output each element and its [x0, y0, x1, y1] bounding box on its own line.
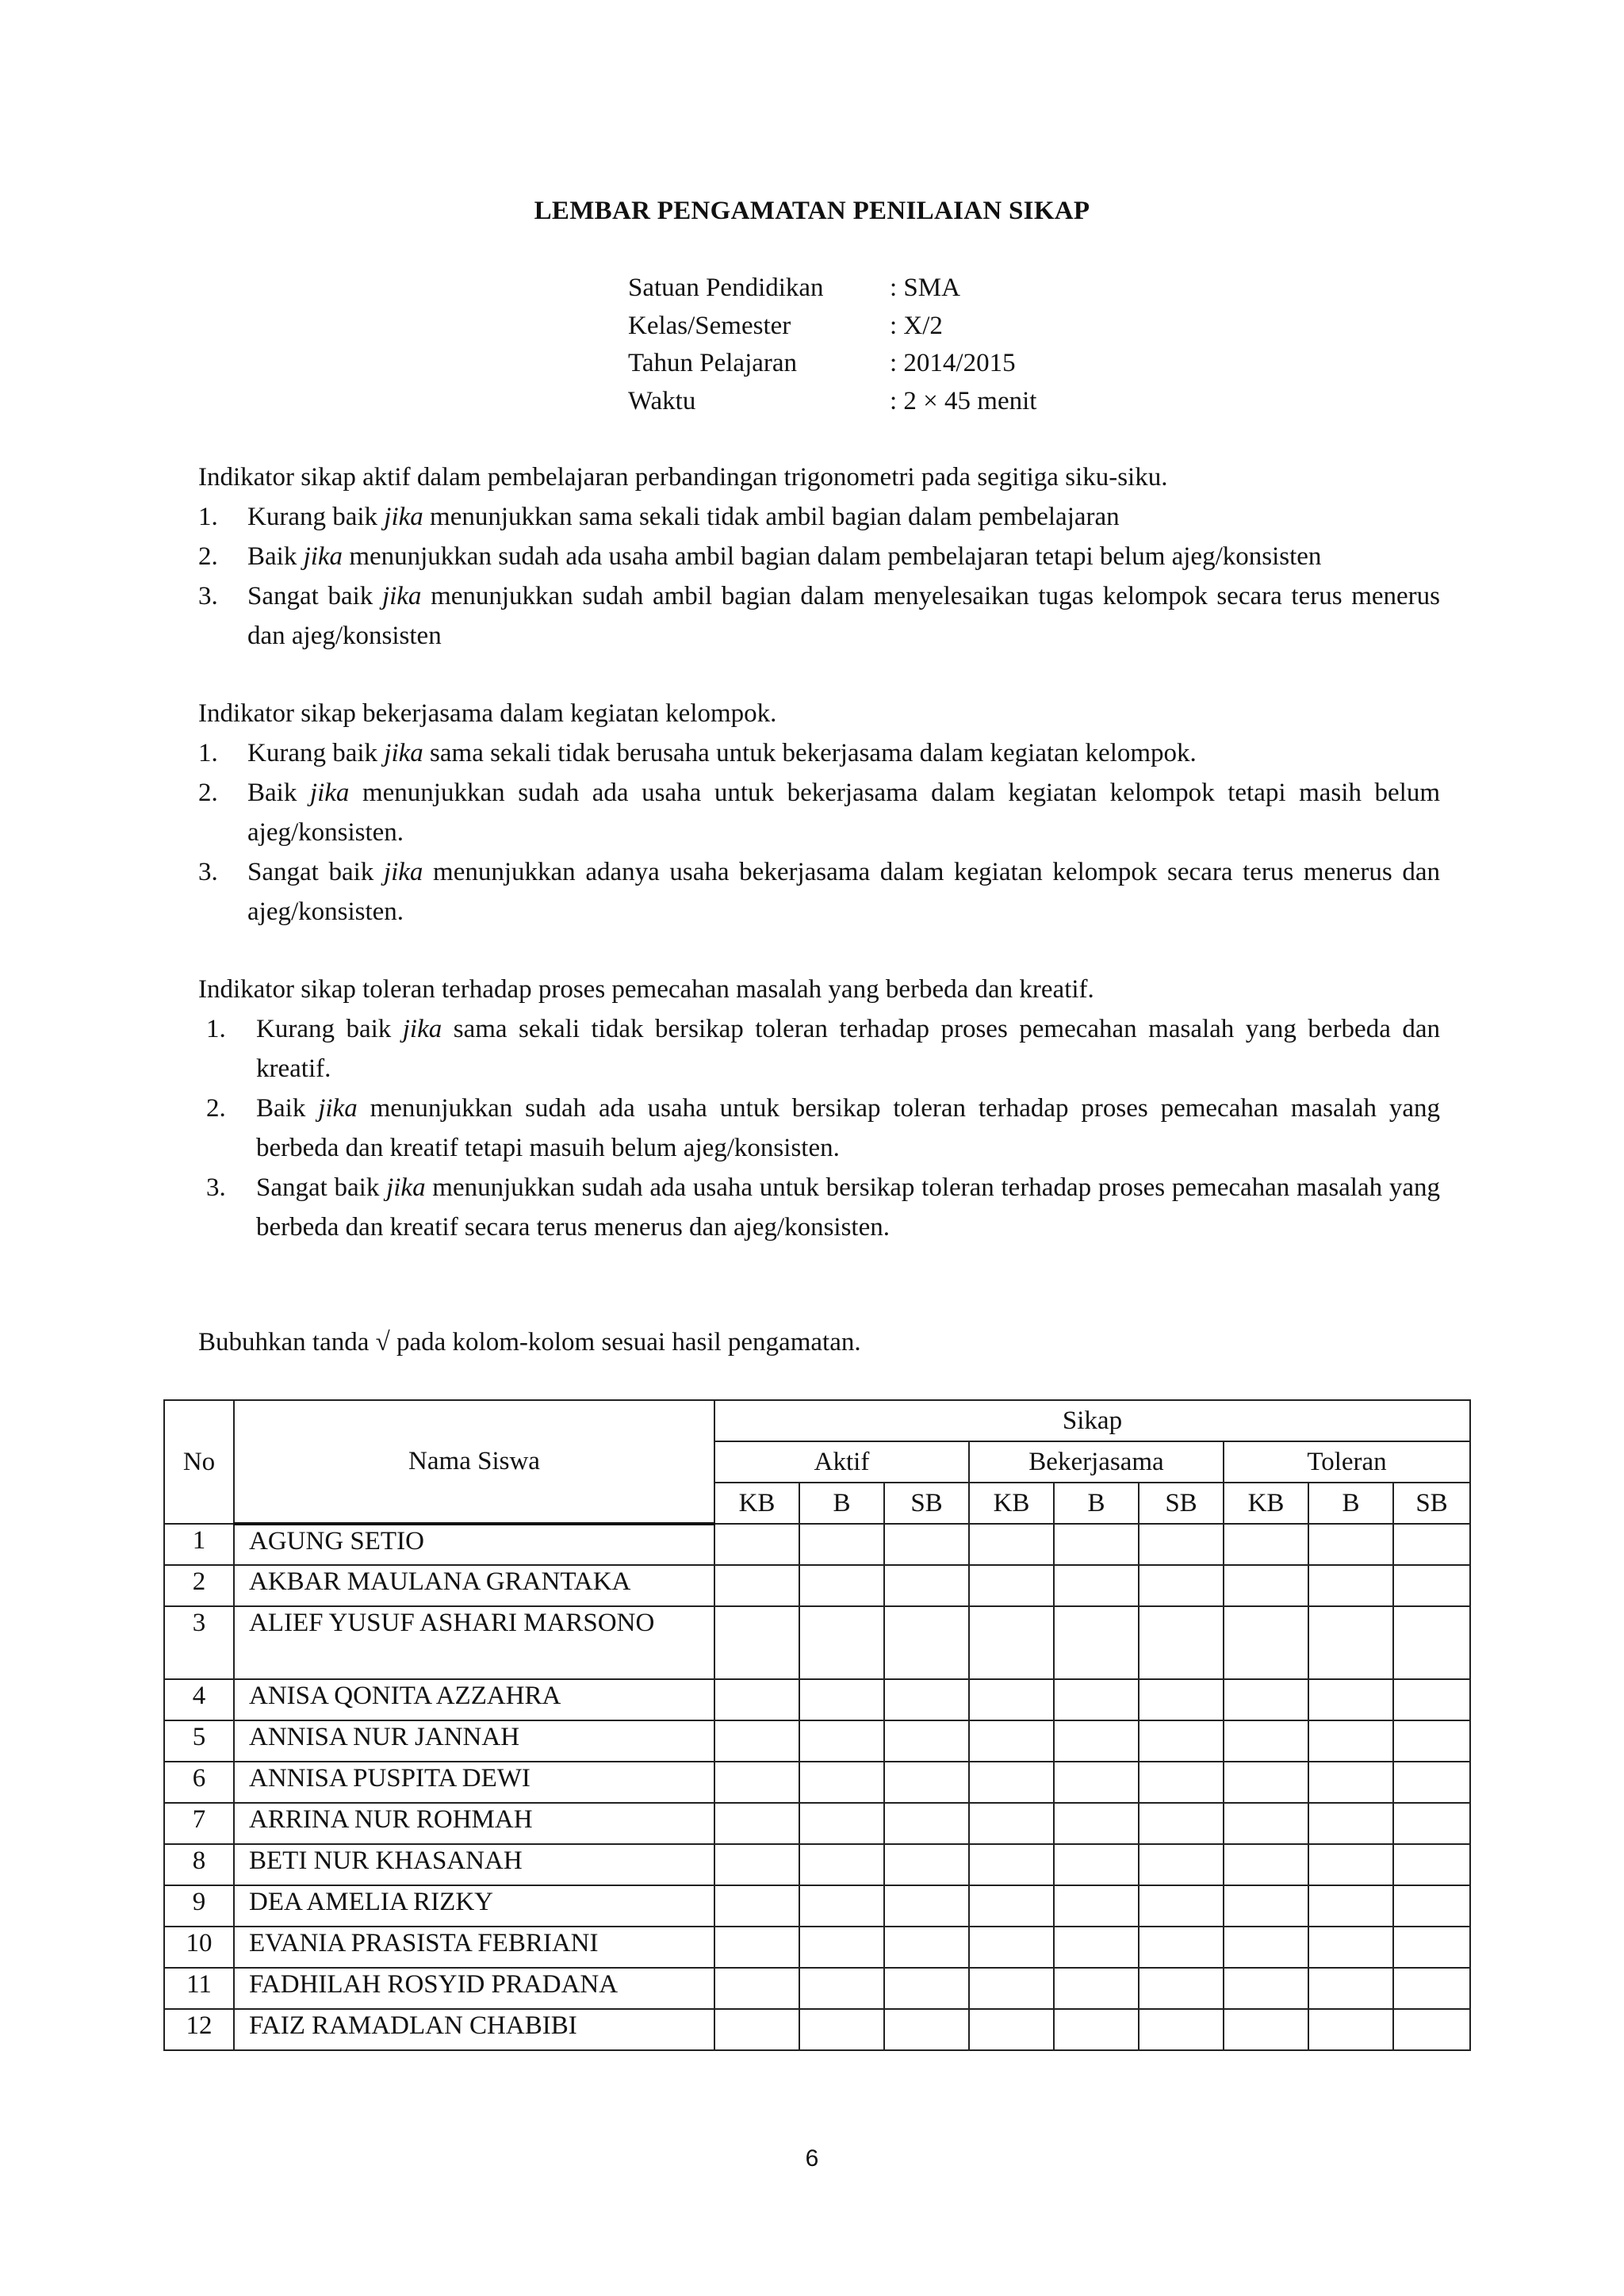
indicator-block-bekerjasama	[198, 694, 1440, 932]
check-cell-bekerjasama-kb[interactable]	[969, 1565, 1054, 1606]
item-text-pre: Sangat baik	[256, 1173, 387, 1202]
check-cell-bekerjasama-sb[interactable]	[1139, 1679, 1224, 1720]
check-cell-aktif-kb[interactable]	[714, 1968, 799, 2009]
meta-value: : 2 × 45 menit	[890, 386, 1037, 415]
item-number: 1.	[198, 503, 218, 531]
document-title: LEMBAR PENGAMATAN PENILAIAN SIKAP	[534, 197, 1090, 225]
check-cell-aktif-kb[interactable]	[714, 1927, 799, 1968]
item-text-pre: Sangat baik	[247, 582, 382, 610]
check-cell-aktif-sb[interactable]	[884, 1968, 969, 2009]
check-cell-bekerjasama-b[interactable]	[1054, 1679, 1139, 1720]
check-cell-toleran-sb[interactable]	[1393, 2009, 1470, 2050]
indicator-item	[198, 1089, 1440, 1168]
student-name: FADHILAH ROSYID PRADANA	[234, 1968, 714, 2009]
check-cell-aktif-kb[interactable]	[714, 1524, 799, 1565]
check-cell-bekerjasama-b[interactable]	[1054, 1762, 1139, 1803]
item-text-em: jika	[402, 1015, 442, 1043]
header-group-aktif: Aktif	[714, 1441, 969, 1483]
item-number: 2.	[198, 542, 218, 571]
check-cell-bekerjasama-kb[interactable]	[969, 1968, 1054, 2009]
table-row	[164, 1968, 1470, 2009]
item-text-post: sama sekali tidak bersikap toleran terhadap proses pemecahan masalah yang berbeda dan kreatif.	[256, 1015, 1440, 1083]
check-cell-aktif-kb[interactable]	[714, 1844, 799, 1885]
item-number: 2.	[206, 1094, 226, 1123]
check-cell-bekerjasama-sb[interactable]	[1139, 2009, 1224, 2050]
header-nama-siswa: Nama Siswa	[234, 1400, 714, 1524]
student-number: 12	[164, 2009, 234, 2050]
check-cell-toleran-kb[interactable]	[1224, 2009, 1308, 2050]
check-cell-toleran-sb[interactable]	[1393, 1885, 1470, 1927]
check-cell-bekerjasama-kb[interactable]	[969, 1762, 1054, 1803]
check-cell-bekerjasama-b[interactable]	[1054, 1803, 1139, 1844]
indicator-item	[198, 537, 1440, 576]
item-text-em: jika	[384, 503, 423, 531]
check-cell-aktif-kb[interactable]	[714, 1885, 799, 1927]
check-cell-aktif-kb[interactable]	[714, 1762, 799, 1803]
check-cell-aktif-sb[interactable]	[884, 1885, 969, 1927]
check-cell-aktif-sb[interactable]	[884, 1606, 969, 1679]
check-cell-bekerjasama-b[interactable]	[1054, 1885, 1139, 1927]
student-name: BETI NUR KHASANAH	[234, 1844, 714, 1885]
subheader-b: B	[1054, 1483, 1139, 1524]
check-cell-bekerjasama-sb[interactable]	[1139, 1762, 1224, 1803]
subheader-kb: KB	[714, 1483, 799, 1524]
subheader-sb: SB	[884, 1483, 969, 1524]
indicator-item	[198, 1009, 1440, 1089]
student-name: AKBAR MAULANA GRANTAKA	[234, 1565, 714, 1606]
table-row	[164, 1844, 1470, 1885]
check-cell-bekerjasama-sb[interactable]	[1139, 1524, 1224, 1565]
item-number: 3.	[198, 582, 218, 610]
check-cell-toleran-kb[interactable]	[1224, 1927, 1308, 1968]
student-number: 7	[164, 1803, 234, 1844]
check-cell-bekerjasama-kb[interactable]	[969, 1679, 1054, 1720]
check-cell-aktif-b[interactable]	[799, 1720, 884, 1762]
check-cell-bekerjasama-sb[interactable]	[1139, 1968, 1224, 2009]
check-cell-toleran-kb[interactable]	[1224, 1885, 1308, 1927]
table-row	[164, 2009, 1470, 2050]
item-text-post: menunjukkan sama sekali tidak ambil bagian dalam pembelajaran	[423, 503, 1120, 531]
check-cell-bekerjasama-sb[interactable]	[1139, 1885, 1224, 1927]
check-cell-toleran-sb[interactable]	[1393, 1720, 1470, 1762]
check-cell-bekerjasama-kb[interactable]	[969, 1927, 1054, 1968]
indicator-item	[198, 773, 1440, 852]
check-cell-aktif-sb[interactable]	[884, 1720, 969, 1762]
indicator-block-aktif	[198, 457, 1440, 656]
subheader-b: B	[1308, 1483, 1393, 1524]
subheader-sb: SB	[1139, 1483, 1224, 1524]
check-cell-aktif-kb[interactable]	[714, 1803, 799, 1844]
item-text-pre: Sangat baik	[247, 858, 384, 886]
item-number: 2.	[198, 779, 218, 807]
meta-info	[628, 270, 1036, 420]
indicator-item	[198, 1168, 1440, 1247]
student-number: 5	[164, 1720, 234, 1762]
check-cell-aktif-sb[interactable]	[884, 1927, 969, 1968]
item-text-pre: Baik	[256, 1094, 319, 1123]
student-name: FAIZ RAMADLAN CHABIBI	[234, 2009, 714, 2050]
check-cell-toleran-sb[interactable]	[1393, 1565, 1470, 1606]
check-cell-aktif-sb[interactable]	[884, 1565, 969, 1606]
student-name: ANISA QONITA AZZAHRA	[234, 1679, 714, 1720]
check-cell-toleran-kb[interactable]	[1224, 1565, 1308, 1606]
item-text-em: jika	[303, 542, 343, 571]
check-cell-toleran-kb[interactable]	[1224, 1606, 1308, 1679]
item-text-pre: Baik	[247, 542, 304, 571]
check-cell-toleran-b[interactable]	[1308, 1968, 1393, 2009]
check-cell-aktif-b[interactable]	[799, 1927, 884, 1968]
indicator-heading: Indikator sikap bekerjasama dalam kegiatan kelompok.	[198, 699, 777, 728]
indicator-list	[198, 497, 1440, 656]
indicator-item	[198, 733, 1440, 773]
page-number: 6	[805, 2145, 819, 2172]
check-cell-bekerjasama-kb[interactable]	[969, 1606, 1054, 1679]
subheader-kb: KB	[1224, 1483, 1308, 1524]
check-cell-aktif-sb[interactable]	[884, 1803, 969, 1844]
check-cell-aktif-sb[interactable]	[884, 2009, 969, 2050]
item-number: 3.	[206, 1173, 226, 1202]
check-cell-bekerjasama-sb[interactable]	[1139, 1844, 1224, 1885]
check-cell-bekerjasama-kb[interactable]	[969, 1803, 1054, 1844]
check-cell-bekerjasama-b[interactable]	[1054, 1524, 1139, 1565]
meta-value: : SMA	[890, 274, 960, 302]
meta-row	[628, 383, 1036, 421]
check-cell-bekerjasama-kb[interactable]	[969, 1720, 1054, 1762]
check-cell-aktif-sb[interactable]	[884, 1679, 969, 1720]
check-cell-toleran-b[interactable]	[1308, 1606, 1393, 1679]
check-cell-aktif-sb[interactable]	[884, 1844, 969, 1885]
item-text-pre: Kurang baik	[247, 739, 385, 767]
student-number: 10	[164, 1927, 234, 1968]
check-cell-aktif-sb[interactable]	[884, 1524, 969, 1565]
student-name: ARRINA NUR ROHMAH	[234, 1803, 714, 1844]
check-cell-toleran-sb[interactable]	[1393, 1524, 1470, 1565]
indicators-section	[198, 457, 1440, 1285]
check-cell-aktif-b[interactable]	[799, 1606, 884, 1679]
check-cell-bekerjasama-sb[interactable]	[1139, 1565, 1224, 1606]
item-text-pre: Kurang baik	[247, 503, 385, 531]
check-cell-bekerjasama-kb[interactable]	[969, 2009, 1054, 2050]
meta-row	[628, 345, 1036, 383]
item-text-em: jika	[384, 739, 423, 767]
check-cell-toleran-sb[interactable]	[1393, 1762, 1470, 1803]
item-text-post: menunjukkan sudah ambil bagian dalam menyelesaikan tugas kelompok secara terus menerus dan ajeg/konsisten	[247, 582, 1440, 650]
student-name: AGUNG SETIO	[234, 1524, 714, 1565]
check-cell-toleran-b[interactable]	[1308, 1720, 1393, 1762]
table-row	[164, 1762, 1470, 1803]
student-name: DEA AMELIA RIZKY	[234, 1885, 714, 1927]
check-cell-bekerjasama-b[interactable]	[1054, 1720, 1139, 1762]
item-text-post: menunjukkan sudah ada usaha untuk bersikap toleran terhadap proses pemecahan masalah yang berbeda dan kreatif secara terus menerus dan ajeg/konsisten.	[256, 1173, 1440, 1242]
meta-label: Tahun Pelajaran	[628, 349, 798, 377]
check-cell-toleran-sb[interactable]	[1393, 1968, 1470, 2009]
check-cell-toleran-kb[interactable]	[1224, 1844, 1308, 1885]
check-cell-toleran-kb[interactable]	[1224, 1524, 1308, 1565]
student-number: 6	[164, 1762, 234, 1803]
item-number: 1.	[206, 1015, 226, 1043]
check-cell-toleran-kb[interactable]	[1224, 1803, 1308, 1844]
table-row	[164, 1803, 1470, 1844]
check-cell-bekerjasama-b[interactable]	[1054, 1565, 1139, 1606]
check-cell-toleran-sb[interactable]	[1393, 1927, 1470, 1968]
check-cell-aktif-kb[interactable]	[714, 1679, 799, 1720]
check-cell-aktif-kb[interactable]	[714, 1606, 799, 1679]
check-cell-toleran-b[interactable]	[1308, 1679, 1393, 1720]
indicator-list	[198, 1009, 1440, 1247]
item-text-em: jika	[309, 779, 350, 807]
check-cell-bekerjasama-sb[interactable]	[1139, 1720, 1224, 1762]
indicator-item	[198, 852, 1440, 932]
check-cell-toleran-kb[interactable]	[1224, 1762, 1308, 1803]
check-cell-toleran-kb[interactable]	[1224, 1720, 1308, 1762]
check-cell-aktif-b[interactable]	[799, 1524, 884, 1565]
student-name: ANNISA PUSPITA DEWI	[234, 1762, 714, 1803]
table-row	[164, 1606, 1470, 1679]
subheader-b: B	[799, 1483, 884, 1524]
indicator-list	[198, 733, 1440, 932]
check-cell-aktif-b[interactable]	[799, 1565, 884, 1606]
check-cell-aktif-b[interactable]	[799, 1968, 884, 2009]
item-text-pre: Kurang baik	[256, 1015, 403, 1043]
check-cell-bekerjasama-sb[interactable]	[1139, 1927, 1224, 1968]
check-cell-toleran-b[interactable]	[1308, 2009, 1393, 2050]
meta-label: Kelas/Semester	[628, 311, 791, 340]
table-row	[164, 1927, 1470, 1968]
item-number: 1.	[198, 739, 218, 767]
student-number: 8	[164, 1844, 234, 1885]
check-cell-bekerjasama-kb[interactable]	[969, 1885, 1054, 1927]
check-cell-toleran-b[interactable]	[1308, 1762, 1393, 1803]
observation-table	[163, 1399, 1471, 2051]
student-name: ALIEF YUSUF ASHARI MARSONO	[234, 1606, 714, 1679]
item-text-post: menunjukkan sudah ada usaha ambil bagian dalam pembelajaran tetapi belum ajeg/konsisten	[343, 542, 1322, 571]
meta-row	[628, 270, 1036, 308]
check-cell-bekerjasama-b[interactable]	[1054, 1968, 1139, 2009]
student-name: ANNISA NUR JANNAH	[234, 1720, 714, 1762]
check-cell-aktif-sb[interactable]	[884, 1762, 969, 1803]
meta-row	[628, 308, 1036, 346]
meta-value: : 2014/2015	[890, 349, 1016, 377]
check-cell-bekerjasama-b[interactable]	[1054, 1606, 1139, 1679]
item-text-em: jika	[381, 582, 422, 610]
item-text-post: menunjukkan sudah ada usaha untuk bekerjasama dalam kegiatan kelompok tetapi masih belum ajeg/konsisten.	[247, 779, 1441, 847]
check-cell-toleran-kb[interactable]	[1224, 1968, 1308, 2009]
item-text-em: jika	[386, 1173, 426, 1202]
student-name: EVANIA PRASISTA FEBRIANI	[234, 1927, 714, 1968]
check-cell-toleran-kb[interactable]	[1224, 1679, 1308, 1720]
check-cell-aktif-b[interactable]	[799, 1844, 884, 1885]
indicator-heading: Indikator sikap toleran terhadap proses pemecahan masalah yang berbeda dan kreatif.	[198, 975, 1094, 1004]
student-number: 3	[164, 1606, 234, 1679]
check-cell-bekerjasama-b[interactable]	[1054, 1844, 1139, 1885]
check-cell-toleran-b[interactable]	[1308, 1803, 1393, 1844]
table-row	[164, 1524, 1470, 1565]
check-cell-bekerjasama-sb[interactable]	[1139, 1803, 1224, 1844]
item-text-post: menunjukkan adanya usaha bekerjasama dalam kegiatan kelompok secara terus menerus dan ajeg/konsisten.	[247, 858, 1440, 926]
check-cell-bekerjasama-kb[interactable]	[969, 1524, 1054, 1565]
check-cell-toleran-sb[interactable]	[1393, 1679, 1470, 1720]
meta-label: Waktu	[628, 386, 696, 415]
instruction-text: Bubuhkan tanda √ pada kolom-kolom sesuai hasil pengamatan.	[198, 1328, 861, 1357]
header-group-bekerjasama: Bekerjasama	[969, 1441, 1224, 1483]
check-cell-toleran-b[interactable]	[1308, 1565, 1393, 1606]
indicator-block-toleran	[198, 970, 1440, 1247]
check-cell-toleran-b[interactable]	[1308, 1524, 1393, 1565]
check-cell-aktif-b[interactable]	[799, 1803, 884, 1844]
student-number: 2	[164, 1565, 234, 1606]
item-text-em: jika	[383, 858, 423, 886]
header-group-toleran: Toleran	[1224, 1441, 1470, 1483]
item-number: 3.	[198, 858, 218, 886]
check-cell-aktif-b[interactable]	[799, 1679, 884, 1720]
check-cell-toleran-sb[interactable]	[1393, 1803, 1470, 1844]
table-row	[164, 1679, 1470, 1720]
subheader-sb: SB	[1393, 1483, 1470, 1524]
check-cell-aktif-kb[interactable]	[714, 1565, 799, 1606]
table-row	[164, 1885, 1470, 1927]
check-cell-bekerjasama-sb[interactable]	[1139, 1606, 1224, 1679]
item-text-post: menunjukkan sudah ada usaha untuk bersikap toleran terhadap proses pemecahan masalah yang berbeda dan kreatif tetapi masuih belum ajeg/konsisten.	[256, 1094, 1440, 1162]
student-number: 4	[164, 1679, 234, 1720]
item-text-em: jika	[318, 1094, 358, 1123]
check-cell-toleran-b[interactable]	[1308, 1844, 1393, 1885]
check-cell-aktif-b[interactable]	[799, 1762, 884, 1803]
header-sikap: Sikap	[714, 1400, 1470, 1441]
table-body	[164, 1524, 1470, 2050]
check-cell-aktif-b[interactable]	[799, 2009, 884, 2050]
indicator-heading: Indikator sikap aktif dalam pembelajaran perbandingan trigonometri pada segitiga siku-siku.	[198, 463, 1168, 492]
check-cell-toleran-sb[interactable]	[1393, 1844, 1470, 1885]
table-row	[164, 1565, 1470, 1606]
check-cell-aktif-b[interactable]	[799, 1885, 884, 1927]
check-cell-bekerjasama-b[interactable]	[1054, 2009, 1139, 2050]
student-number: 11	[164, 1968, 234, 2009]
check-cell-bekerjasama-b[interactable]	[1054, 1927, 1139, 1968]
student-number: 9	[164, 1885, 234, 1927]
indicator-item	[198, 576, 1440, 656]
check-cell-aktif-kb[interactable]	[714, 1720, 799, 1762]
check-cell-toleran-b[interactable]	[1308, 1927, 1393, 1968]
item-text-pre: Baik	[247, 779, 310, 807]
check-cell-aktif-kb[interactable]	[714, 2009, 799, 2050]
header-no: No	[164, 1400, 234, 1524]
check-cell-toleran-sb[interactable]	[1393, 1606, 1470, 1679]
indicator-item	[198, 497, 1440, 537]
meta-value: : X/2	[890, 311, 943, 340]
student-number: 1	[164, 1524, 234, 1565]
check-cell-bekerjasama-kb[interactable]	[969, 1844, 1054, 1885]
meta-label: Satuan Pendidikan	[628, 274, 824, 302]
table-row	[164, 1720, 1470, 1762]
check-cell-toleran-b[interactable]	[1308, 1885, 1393, 1927]
item-text-post: sama sekali tidak berusaha untuk bekerjasama dalam kegiatan kelompok.	[423, 739, 1197, 767]
subheader-kb: KB	[969, 1483, 1054, 1524]
